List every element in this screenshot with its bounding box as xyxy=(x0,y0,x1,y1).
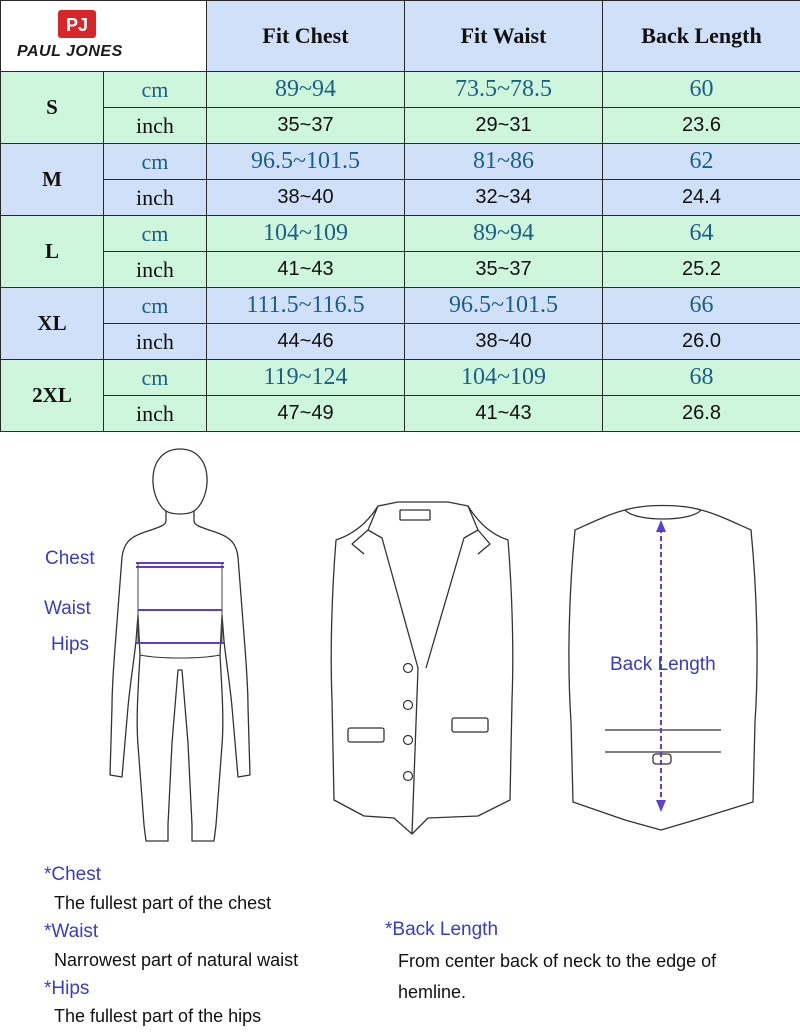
vest-front-outline xyxy=(331,502,513,834)
brand-logo-icon xyxy=(57,9,97,39)
size-label: 2XL xyxy=(1,360,104,432)
def-back-length-text-2: hemline. xyxy=(398,982,467,1002)
table-row xyxy=(1,324,800,360)
cell-back-length-cm: 60 xyxy=(603,72,800,108)
size-label: M xyxy=(1,144,104,216)
brand-name: PAUL JONES xyxy=(17,43,123,60)
unit-inch-label: inch xyxy=(104,108,207,144)
cell-fit-chest-inch: 44~46 xyxy=(207,324,405,360)
cell-back-length-inch: 23.6 xyxy=(603,108,800,144)
unit-cm-label: cm xyxy=(104,216,207,252)
label-waist: Waist xyxy=(44,598,91,619)
cell-fit-waist-inch: 29~31 xyxy=(405,108,603,144)
cell-fit-chest-cm: 119~124 xyxy=(207,360,405,396)
header-fit-waist: Fit Waist xyxy=(405,1,603,72)
label-chest: Chest xyxy=(45,548,95,569)
unit-cm-label: cm xyxy=(104,288,207,324)
def-back-length-term: *Back Length xyxy=(385,919,499,940)
body-measurement-figure xyxy=(100,445,260,855)
table-row xyxy=(1,108,800,144)
def-chest-text: The fullest part of the chest xyxy=(54,893,272,913)
measure-bands xyxy=(136,563,224,643)
body-outline xyxy=(110,449,250,841)
cell-fit-waist-inch: 35~37 xyxy=(405,252,603,288)
unit-cm-label: cm xyxy=(104,144,207,180)
unit-inch-label: inch xyxy=(104,180,207,216)
unit-cm-label: cm xyxy=(104,72,207,108)
table-row xyxy=(1,252,800,288)
def-hips-term: *Hips xyxy=(44,978,90,999)
table-header-row xyxy=(1,1,800,72)
def-waist-term: *Waist xyxy=(44,921,99,942)
table-row xyxy=(1,180,800,216)
table-row xyxy=(1,216,800,252)
table-row xyxy=(1,360,800,396)
cell-back-length-inch: 26.0 xyxy=(603,324,800,360)
cell-back-length-cm: 68 xyxy=(603,360,800,396)
cell-fit-chest-inch: 41~43 xyxy=(207,252,405,288)
cell-back-length-cm: 64 xyxy=(603,216,800,252)
size-label: XL xyxy=(1,288,104,360)
header-fit-chest: Fit Chest xyxy=(207,1,405,72)
def-chest-term: *Chest xyxy=(44,864,102,885)
brand-logo xyxy=(1,1,151,67)
cell-fit-chest-inch: 38~40 xyxy=(207,180,405,216)
cell-fit-chest-cm: 104~109 xyxy=(207,216,405,252)
cell-fit-waist-inch: 41~43 xyxy=(405,396,603,432)
cell-fit-chest-cm: 96.5~101.5 xyxy=(207,144,405,180)
cell-back-length-cm: 62 xyxy=(603,144,800,180)
vest-front-illustration xyxy=(328,500,516,835)
size-label: L xyxy=(1,216,104,288)
unit-inch-label: inch xyxy=(104,252,207,288)
cell-back-length-cm: 66 xyxy=(603,288,800,324)
cell-fit-waist-cm: 96.5~101.5 xyxy=(405,288,603,324)
cell-fit-waist-cm: 89~94 xyxy=(405,216,603,252)
unit-cm-label: cm xyxy=(104,360,207,396)
unit-inch-label: inch xyxy=(104,396,207,432)
cell-fit-chest-inch: 35~37 xyxy=(207,108,405,144)
cell-fit-waist-inch: 32~34 xyxy=(405,180,603,216)
cell-back-length-inch: 26.8 xyxy=(603,396,800,432)
unit-inch-label: inch xyxy=(104,324,207,360)
cell-fit-chest-inch: 47~49 xyxy=(207,396,405,432)
cell-fit-chest-cm: 89~94 xyxy=(207,72,405,108)
brand-initials: PJ xyxy=(65,15,89,35)
cell-fit-waist-cm: 73.5~78.5 xyxy=(405,72,603,108)
vest-buttons xyxy=(404,664,413,781)
cell-fit-waist-cm: 104~109 xyxy=(405,360,603,396)
cell-fit-waist-inch: 38~40 xyxy=(405,324,603,360)
def-back-length-text-1: From center back of neck to the edge of xyxy=(398,951,717,971)
def-hips-text: The fullest part of the hips xyxy=(54,1006,262,1026)
def-waist-text: Narrowest part of natural waist xyxy=(54,950,299,970)
header-back-length: Back Length xyxy=(603,1,800,72)
label-hips: Hips xyxy=(51,634,90,655)
size-chart-table xyxy=(0,0,800,432)
cell-fit-waist-cm: 81~86 xyxy=(405,144,603,180)
logo-cell xyxy=(1,1,207,72)
table-row xyxy=(1,288,800,324)
cell-back-length-inch: 25.2 xyxy=(603,252,800,288)
size-label: S xyxy=(1,72,104,144)
cell-fit-chest-cm: 111.5~116.5 xyxy=(207,288,405,324)
table-row xyxy=(1,72,800,108)
table-row xyxy=(1,144,800,180)
cell-back-length-inch: 24.4 xyxy=(603,180,800,216)
label-back-length: Back Length xyxy=(610,654,716,675)
table-row xyxy=(1,396,800,432)
